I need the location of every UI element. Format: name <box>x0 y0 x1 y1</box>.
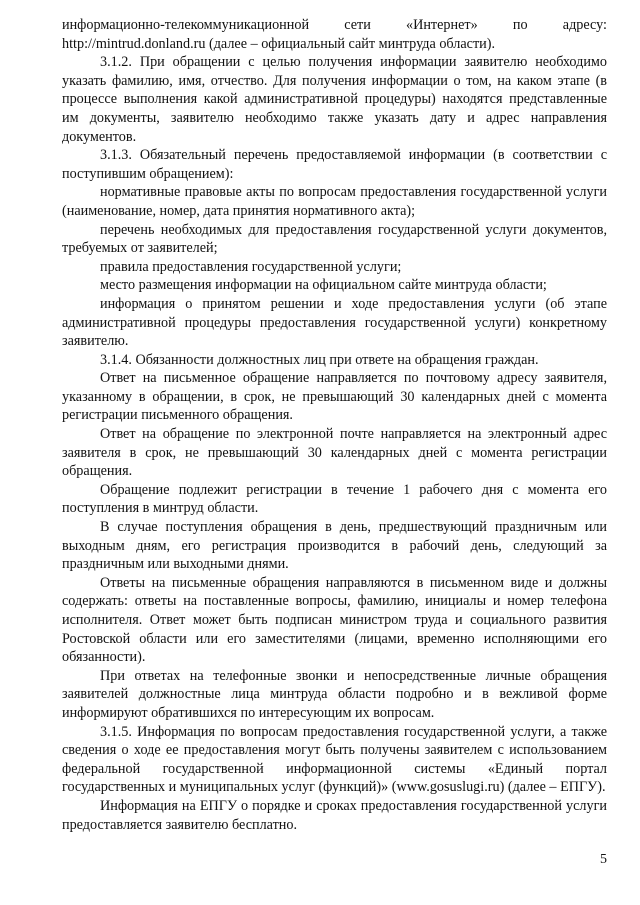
paragraph: информация о принятом решении и ходе предоставления услуги (об этапе административной процедуры предоставления государственной услуги) конкретному заявителю. <box>62 295 607 350</box>
paragraph: Ответ на обращение по электронной почте направляется на электронный адрес заявителя в срок, не превышающий 30 календарных дней с момента регистрации обращения. <box>62 426 607 480</box>
paragraph: 3.1.2. При обращении с целью получения информации заявителю необходимо указать фамилию, имя, отчество. Для получения информации о том, на каком этапе (в процессе выполнения какой административной процедуры) находятся представленные им документы, заявителю необходимо также указать дату и адрес направления документов. <box>62 54 607 145</box>
paragraph: информационно-телекоммуникационной сети «Интернет» по адресу: http://mintrud.donland.ru (далее – официальный сайт минтруда области). <box>62 17 607 52</box>
paragraph: Информация на ЕПГУ о порядке и сроках предоставления государственной услуги предоставляется заявителю бесплатно. <box>62 797 607 833</box>
page-number: 5 <box>600 852 607 867</box>
paragraph: место размещения информации на официальном сайте минтруда области; <box>100 277 547 294</box>
paragraph: Обращение подлежит регистрации в течение 1 рабочего дня с момента его поступления в минтруд области. <box>62 481 607 517</box>
document-body <box>62 16 607 834</box>
paragraph: 3.1.5. Информация по вопросам предоставления государственной услуги, а также сведения о ходе ее предоставления могут быть получены заявителем с использованием федеральной государственной информационной системы «Единый портал государственных и муниципальных услуг (функций)» (www.gosuslugi.ru) (далее – ЕПГУ). <box>62 723 607 796</box>
paragraph: Ответы на письменные обращения направляются в письменном виде и должны содержать: ответы на поставленные вопросы, фамилию, инициалы и номер телефона исполнителя. Ответ может быть подписан министром труда и социального развития Ростовской области или его заместителями (лицами, временно исполняющими его обязанности). <box>62 574 607 666</box>
paragraph: 3.1.4. Обязанности должностных лиц при ответе на обращения граждан. <box>100 351 539 368</box>
paragraph: В случае поступления обращения в день, предшествующий праздничным или выходным дням, его регистрация производится в рабочий день, следующий за праздничным или выходными днями. <box>62 519 607 573</box>
paragraph: нормативные правовые акты по вопросам предоставления государственной услуги (наименование, номер, дата принятия нормативного акта); <box>62 184 607 219</box>
paragraph: Ответ на письменное обращение направляется по почтовому адресу заявителя, указанному в обращении, в срок, не превышающий 30 календарных дней с момента регистрации письменного обращения. <box>62 370 607 424</box>
paragraph: При ответах на телефонные звонки и непосредственные личные обращения заявителей должностные лица минтруда области подробно и в вежливой форме информируют обратившихся по интересующим их вопросам. <box>62 667 607 721</box>
paragraph: 3.1.3. Обязательный перечень предоставляемой информации (в соответствии с поступившим обращением): <box>62 147 607 182</box>
paragraph: перечень необходимых для предоставления государственной услуги документов, требуемых от заявителей; <box>62 221 607 257</box>
paragraph: правила предоставления государственной услуги; <box>100 258 402 275</box>
